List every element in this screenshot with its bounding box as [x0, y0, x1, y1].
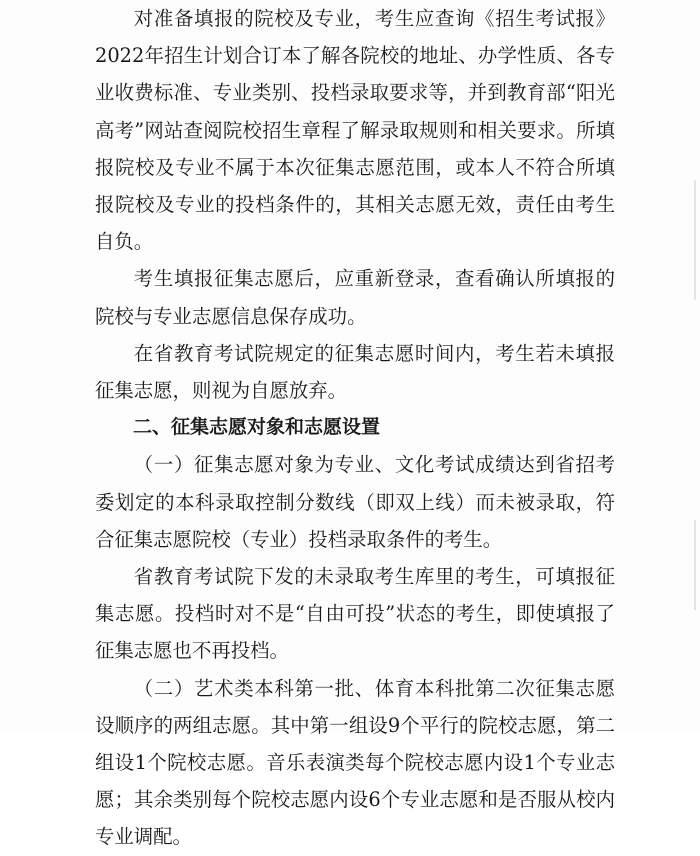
paragraph-confirm-saved: 考生填报征集志愿后，应重新登录，查看确认所填报的院校与专业志愿信息保存成功。 — [95, 267, 615, 328]
paragraph-application-requirements: 对准备填报的院校及专业，考生应查询《招生考试报》2022年招生计划合订本了解各院校的地址、办学性质、各专业收费标准、专业类别、投档录取要求等，并到教育部“阳光高考”网站查阅院校招生章程了解录取规则和相关要求。所填报院校及专业不属于本次征集志愿范围，或本人不符合所填报院校及专业的投档条件的，其相关志愿无效，责任由考生自负。 — [95, 7, 615, 254]
paragraph-art-sports-volunteers: （二）艺术类本科第一批、体育本科批第二次征集志愿设顺序的两组志愿。其中第一组设9个平行的院校志愿，第二组设1个院校志愿。音乐表演类每个院校志愿内设1个专业志愿；其余类别每个院校志愿内设6个专业志愿和是否服从校内专业调配。 — [95, 676, 615, 849]
page-edge-mark — [694, 520, 696, 610]
paragraph-deadline-notice: 在省教育考试院规定的征集志愿时间内，考生若未填报征集志愿，则视为自愿放弃。 — [95, 341, 615, 403]
paragraph-unadmitted-pool: 省教育考试院下发的未录取考生库里的考生，可填报征集志愿。投档时对不是“自由可投”状态的考生，即使填报了征集志愿也不再投档。 — [95, 565, 615, 663]
document-body — [95, 0, 615, 856]
section-heading: 二、征集志愿对象和志愿设置 — [133, 416, 381, 439]
paragraph-eligible-candidates: （一）征集志愿对象为专业、文化考试成绩达到省招考委划定的本科录取控制分数线（即双上线）而未被录取，符合征集志愿院校（专业）投档录取条件的考生。 — [95, 453, 615, 551]
page-edge-mark — [694, 180, 696, 300]
